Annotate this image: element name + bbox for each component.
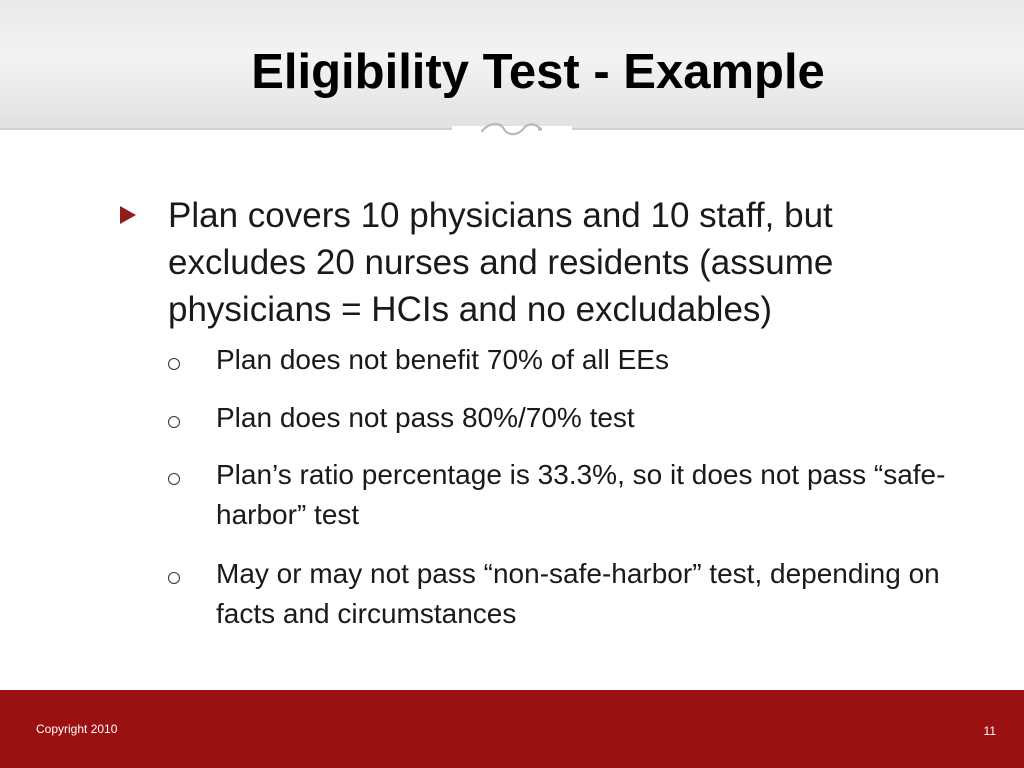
sub-bullet-text: Plan’s ratio percentage is 33.3%, so it does not pass “safe-harbor” test — [216, 459, 946, 530]
hollow-circle-icon — [168, 473, 180, 485]
slide-footer — [0, 690, 1024, 768]
hollow-circle-icon — [168, 358, 180, 370]
page-number: 11 — [983, 724, 996, 738]
sub-bullet-text: May or may not pass “non-safe-harbor” test, depending on facts and circumstances — [216, 558, 940, 629]
sub-bullet-text: Plan does not pass 80%/70% test — [216, 402, 635, 433]
swirl-ornament-icon — [452, 116, 572, 142]
slide-title: Eligibility Test - Example — [251, 45, 825, 99]
copyright-text: Copyright 2010 — [36, 722, 118, 736]
triangle-right-icon — [120, 206, 136, 224]
main-bullet-text: Plan covers 10 physicians and 10 staff, but excludes 20 nurses and residents (assume physicians = HCIs and no excludables) — [168, 196, 834, 329]
hollow-circle-icon — [168, 416, 180, 428]
hollow-circle-icon — [168, 572, 180, 584]
sub-bullet-text: Plan does not benefit 70% of all EEs — [216, 344, 669, 375]
